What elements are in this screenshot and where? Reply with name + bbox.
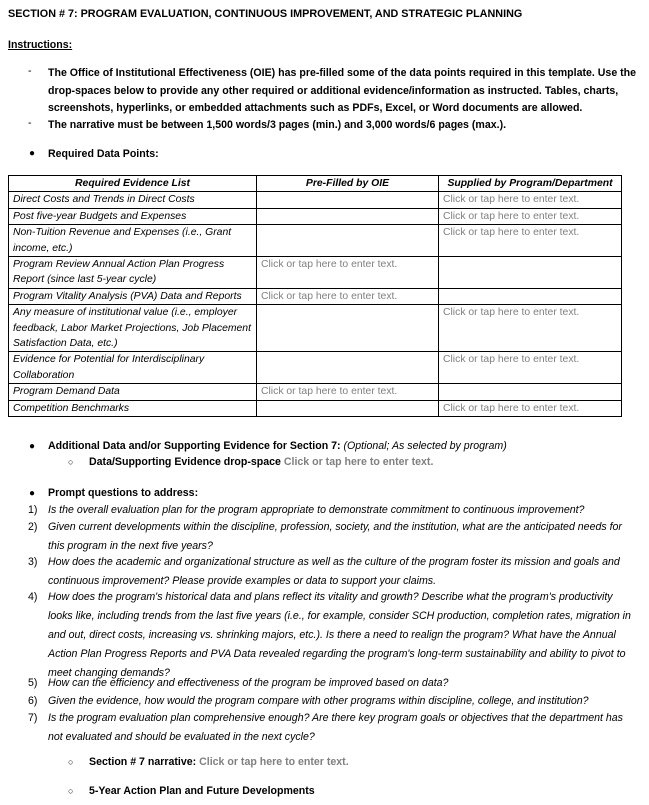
question-text: Is the program evaluation plan comprehensive enough? Are there key program goals or objectives that the department has not evaluated and should be evaluated in the next cycle? — [48, 712, 623, 743]
question-text: Given the evidence, how would the program compare with other programs within discipline, college, and institution? — [48, 695, 589, 707]
table-row — [9, 225, 622, 257]
program-field[interactable]: Click or tap here to enter text. — [439, 305, 622, 352]
evidence-label: Program Demand Data — [9, 384, 257, 400]
evidence-label: Direct Costs and Trends in Direct Costs — [9, 192, 257, 208]
col-header-oie: Pre-Filled by OIE — [257, 176, 439, 192]
evidence-label: Non-Tuition Revenue and Expenses (i.e., Grant income, etc.) — [9, 225, 257, 257]
question-number: 3) — [28, 556, 38, 568]
required-data-points-heading: Required Data Points: — [48, 148, 159, 160]
oie-field[interactable] — [257, 305, 439, 352]
instruction-1: The Office of Institutional Effectiveness (OIE) has pre-filled some of the data points required in this template. Use the drop-spaces below to provide any other required or additional evidence/information as instructed. Tables, charts, screenshots, hyperlinks, or embedded attachments such as PDFs, Excel, or Word documents are allowed. — [48, 67, 637, 115]
dash-bullet: - — [28, 65, 32, 77]
question-number: 6) — [28, 695, 38, 707]
evidence-label: Competition Benchmarks — [9, 400, 257, 416]
program-field[interactable]: Click or tap here to enter text. — [439, 225, 622, 257]
oie-field[interactable]: Click or tap here to enter text. — [257, 384, 439, 400]
action-plan-heading: 5-Year Action Plan and Future Developments — [89, 785, 315, 797]
question-number: 1) — [28, 504, 38, 516]
bullet-icon: ● — [29, 488, 36, 499]
question-number: 2) — [28, 521, 38, 533]
circle-bullet-icon: ○ — [68, 457, 74, 467]
program-field[interactable] — [439, 257, 622, 289]
section-title: SECTION # 7: PROGRAM EVALUATION, CONTINUOUS IMPROVEMENT, AND STRATEGIC PLANNING — [8, 8, 523, 20]
oie-field[interactable]: Click or tap here to enter text. — [257, 288, 439, 304]
question-text: How does the program's historical data and plans reflect its vitality and growth? Describe what the program's productivity looks like, including trends from the last five years (i.e., for example, consider SCH production, completion rates, migration in and out, direct costs, increasing vs. shrinking majors, etc.). Is there a need to realign the program? What have the Annual Action Plan Progress Reports and PVA Data revealed regarding the program's long-term sustainability and ability to pivot to meet changing demands? — [48, 591, 631, 679]
oie-field[interactable] — [257, 225, 439, 257]
instructions-heading: Instructions: — [8, 39, 73, 51]
program-field[interactable] — [439, 288, 622, 304]
instruction-2: The narrative must be between 1,500 words/3 pages (min.) and 3,000 words/6 pages (max.). — [48, 119, 507, 131]
oie-field[interactable] — [257, 208, 439, 224]
oie-field[interactable] — [257, 352, 439, 384]
dash-bullet: - — [28, 117, 32, 129]
circle-bullet-icon: ○ — [68, 786, 74, 796]
bullet-icon: ● — [29, 441, 36, 452]
table-row — [9, 384, 622, 400]
question-text: Is the overall evaluation plan for the program appropriate to demonstrate commitment to continuous improvement? — [48, 504, 585, 516]
question-number: 7) — [28, 712, 38, 724]
program-field[interactable]: Click or tap here to enter text. — [439, 400, 622, 416]
question-number: 4) — [28, 591, 38, 603]
dropspace-line — [89, 456, 433, 468]
program-field[interactable]: Click or tap here to enter text. — [439, 352, 622, 384]
circle-bullet-icon: ○ — [68, 757, 74, 767]
program-field[interactable]: Click or tap here to enter text. — [439, 208, 622, 224]
program-field[interactable] — [439, 384, 622, 400]
oie-field[interactable] — [257, 192, 439, 208]
additional-evidence-note: (Optional; As selected by program) — [343, 440, 507, 452]
table-row — [9, 305, 622, 352]
evidence-table — [8, 175, 622, 417]
table-header-row — [9, 176, 622, 192]
narrative-label: Section # 7 narrative: — [89, 756, 197, 768]
program-field[interactable]: Click or tap here to enter text. — [439, 192, 622, 208]
col-header-program: Supplied by Program/Department — [439, 176, 622, 192]
table-row — [9, 400, 622, 416]
bullet-icon: ● — [29, 148, 36, 159]
table-row — [9, 288, 622, 304]
evidence-label: Program Review Annual Action Plan Progress Report (since last 5-year cycle) — [9, 257, 257, 289]
table-row — [9, 352, 622, 384]
narrative-field[interactable]: Click or tap here to enter text. — [199, 756, 349, 768]
evidence-label: Program Vitality Analysis (PVA) Data and Reports — [9, 288, 257, 304]
col-header-evidence: Required Evidence List — [9, 176, 257, 192]
oie-field[interactable]: Click or tap here to enter text. — [257, 257, 439, 289]
additional-evidence-line — [48, 440, 643, 452]
question-text: Given current developments within the discipline, profession, society, and the institution, what are the anticipated needs for this program in the next five years? — [48, 521, 622, 552]
dropspace-field[interactable]: Click or tap here to enter text. — [283, 456, 434, 468]
table-row — [9, 208, 622, 224]
question-text: How can the efficiency and effectiveness of the program be improved based on data? — [48, 677, 449, 689]
additional-evidence-label: Additional Data and/or Supporting Evidence for Section 7: — [48, 440, 341, 452]
dropspace-label: Data/Supporting Evidence drop-space — [89, 456, 281, 468]
oie-field[interactable] — [257, 400, 439, 416]
question-text: How does the academic and organizational structure as well as the culture of the program foster its mission and goals and continuous improvement? Please provide examples or data to support your claims. — [48, 556, 620, 587]
table-row — [9, 257, 622, 289]
narrative-line — [89, 756, 349, 768]
table-row — [9, 192, 622, 208]
evidence-label: Evidence for Potential for Interdisciplinary Collaboration — [9, 352, 257, 384]
evidence-label: Any measure of institutional value (i.e., employer feedback, Labor Market Projections, Job Placement Satisfaction Data, etc.) — [9, 305, 257, 352]
prompt-heading: Prompt questions to address: — [48, 487, 199, 499]
question-number: 5) — [28, 677, 38, 689]
evidence-label: Post five-year Budgets and Expenses — [9, 208, 257, 224]
